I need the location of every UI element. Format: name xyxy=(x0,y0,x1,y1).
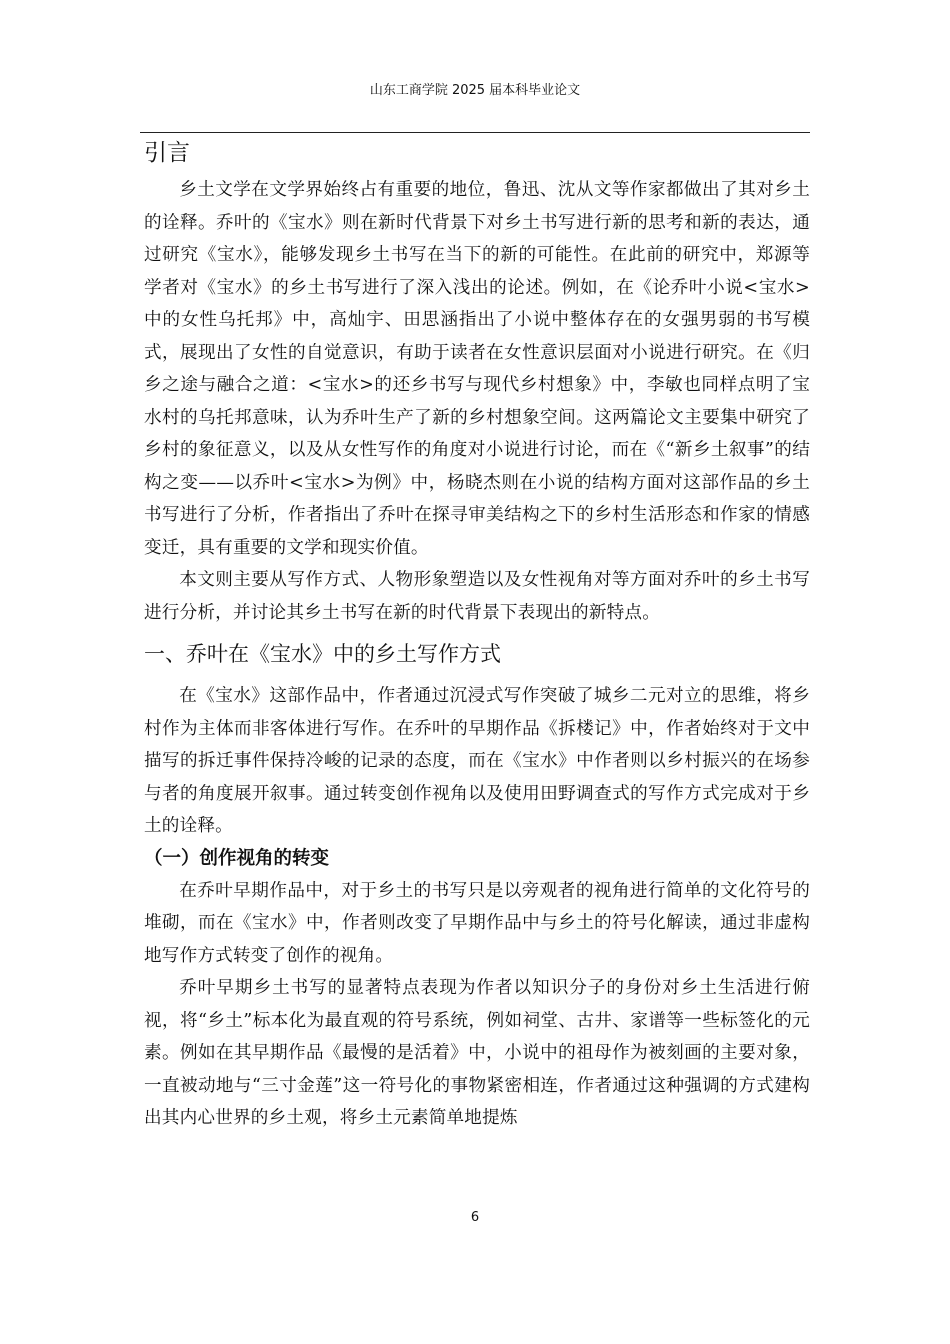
intro-heading: 引言 xyxy=(144,140,190,166)
page-number: 6 xyxy=(470,1210,480,1225)
section-1-paragraph: 在《宝水》这部作品中，作者通过沉浸式写作突破了城乡二元对立的思维，将乡村作为主体而非客体进行写作。在乔叶的早期作品《拆楼记》中，作者始终对于文中描写的拆迁事件保持冷峻的记录的态度，而在《宝水》中作者则以乡村振兴的在场参与者的角度展开叙事。通过转变创作视角以及使用田野调查式的写作方式完成对于乡土的诠释。 xyxy=(144,686,810,836)
intro-paragraph-1: 乡土文学在文学界始终占有重要的地位，鲁迅、沈从文等作家都做出了其对乡土的诠释。乔叶的《宝水》则在新时代背景下对乡土书写进行新的思考和新的表达，通过研究《宝水》，能够发现乡土书写在当下的新的可能性。在此前的研究中，郑源等学者对《宝水》的乡土书写进行了深入浅出的论述。例如，在《论乔叶小说<宝水>中的女性乌托邦》中，高灿宇、田思涵指出了小说中整体存在的女强男弱的书写模式，展现出了女性的自觉意识，有助于读者在女性意识层面对小说进行研究。在《归乡之途与融合之道：<宝水>的还乡书写与现代乡村想象》中，李敏也同样点明了宝水村的乌托邦意味，认为乔叶生产了新的乡村想象空间。这两篇论文主要集中研究了乡村的象征意义，以及从女性写作的角度对小说进行讨论，而在《“新乡土叙事”的结构之变——以乔叶<宝水>为例》中，杨晓杰则在小说的结构方面对这部作品的乡土书写进行了分析，作者指出了乔叶在探寻审美结构之下的乡村生活形态和作家的情感变迁，具有重要的文学和现实价值。 xyxy=(144,180,810,558)
subsection-1-paragraph-1: 在乔叶早期作品中，对于乡土的书写只是以旁观者的视角进行简单的文化符号的堆砌，而在《宝水》中，作者则改变了早期作品中与乡土的符号化解读，通过非虚构地写作方式转变了创作的视角。 xyxy=(144,880,810,966)
body-content xyxy=(144,134,810,1135)
intro-paragraph-2: 本文则主要从写作方式、人物形象塑造以及女性视角对等方面对乔叶的乡土书写进行分析，并讨论其乡土书写在新的时代背景下表现出的新特点。 xyxy=(144,570,810,623)
header-rule xyxy=(140,132,810,133)
subsection-1-heading: （一）创作视角的转变 xyxy=(144,847,330,869)
running-header: 山东工商学院 2025 届本科毕业论文 xyxy=(369,83,581,98)
section-1-heading: 一、乔叶在《宝水》中的乡土写作方式 xyxy=(144,642,501,666)
subsection-1-paragraph-2: 乔叶早期乡土书写的显著特点表现为作者以知识分子的身份对乡土生活进行俯视，将“乡土”标本化为最直观的符号系统，例如祠堂、古井、家谱等一些标签化的元素。例如在其早期作品《最慢的是活着》中，小说中的祖母作为被刻画的主要对象，一直被动地与“三寸金莲”这一符号化的事物紧密相连，作者通过这种强调的方式建构出其内心世界的乡土观，将乡土元素简单地提炼 xyxy=(144,978,810,1128)
